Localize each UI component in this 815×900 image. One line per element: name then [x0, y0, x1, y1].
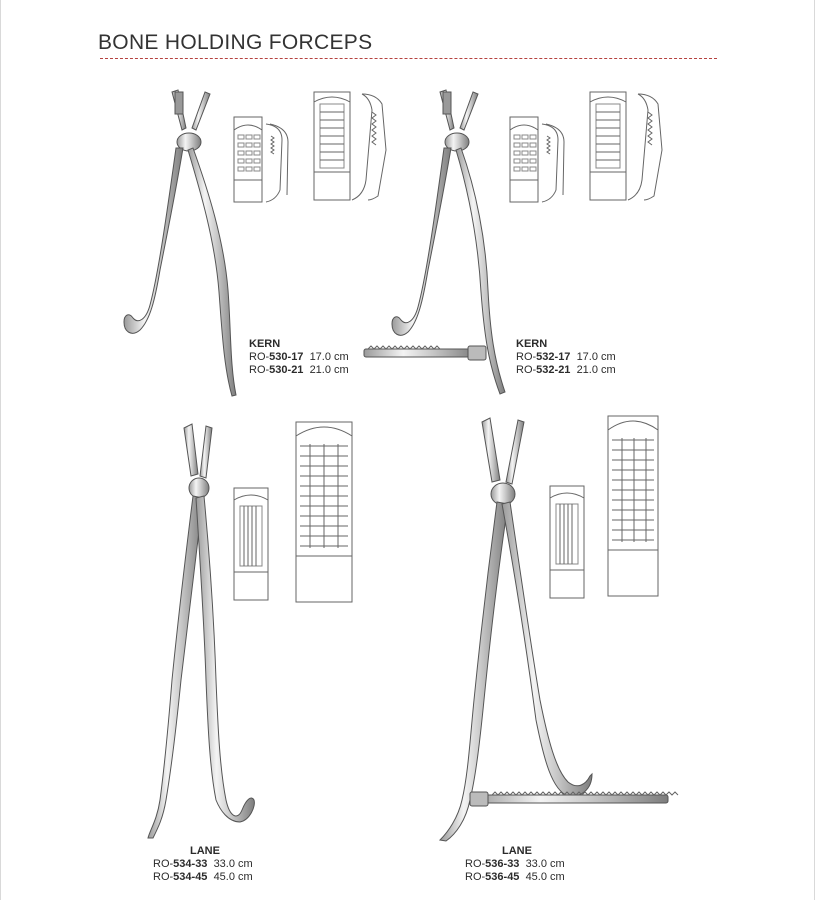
kern-532-jaw-detail-large [590, 92, 662, 200]
code-number: 534-45 [173, 871, 208, 883]
code-number: 530-21 [269, 364, 304, 376]
code-number: 532-21 [536, 364, 571, 376]
kern-530-forceps-image [124, 90, 236, 396]
code-prefix: RO- [153, 858, 174, 870]
product-label-kern-530 [249, 338, 349, 377]
code-size: 17.0 cm [576, 351, 616, 363]
lane-534-jaw-detail-large [296, 422, 352, 602]
page-title: BONE HOLDING FORCEPS [98, 31, 373, 55]
product-code-line [516, 351, 616, 364]
code-prefix: RO- [465, 871, 486, 883]
product-name: LANE [502, 845, 532, 857]
code-prefix: RO- [249, 364, 270, 376]
product-code-line [465, 871, 585, 884]
code-prefix: RO- [516, 364, 537, 376]
product-name: LANE [190, 845, 220, 857]
kern-530-jaw-detail-large [314, 92, 386, 200]
code-size: 45.0 cm [213, 871, 253, 883]
product-name: KERN [516, 338, 548, 350]
code-size: 21.0 cm [576, 364, 616, 376]
code-size: 21.0 cm [309, 364, 349, 376]
code-size: 33.0 cm [213, 858, 253, 870]
code-prefix: RO- [249, 351, 270, 363]
kern-530-jaw-detail-small [234, 117, 288, 202]
code-size: 33.0 cm [525, 858, 565, 870]
code-number: 530-17 [269, 351, 304, 363]
product-code-line [249, 351, 349, 364]
lane-534-forceps-image [148, 424, 254, 838]
product-code-line [249, 364, 349, 377]
code-prefix: RO- [516, 351, 537, 363]
product-code-line [516, 364, 616, 377]
product-code-line [153, 858, 273, 871]
kern-532-jaw-detail-small [510, 117, 564, 202]
product-label-lane-536 [465, 845, 585, 884]
code-number: 534-33 [173, 858, 208, 870]
product-code-line [465, 858, 585, 871]
lane-536-jaw-detail-small [550, 486, 584, 598]
code-size: 45.0 cm [525, 871, 565, 883]
product-name: KERN [249, 338, 281, 350]
lane-536-jaw-detail-large [608, 416, 658, 596]
code-size: 17.0 cm [309, 351, 349, 363]
product-code-line [153, 871, 273, 884]
product-label-lane-534 [153, 845, 273, 884]
lane-534-jaw-detail-small [234, 488, 268, 600]
code-number: 536-33 [485, 858, 520, 870]
code-prefix: RO- [153, 871, 174, 883]
code-number: 536-45 [485, 871, 520, 883]
code-number: 532-17 [536, 351, 571, 363]
code-prefix: RO- [465, 858, 486, 870]
product-label-kern-532 [516, 338, 616, 377]
